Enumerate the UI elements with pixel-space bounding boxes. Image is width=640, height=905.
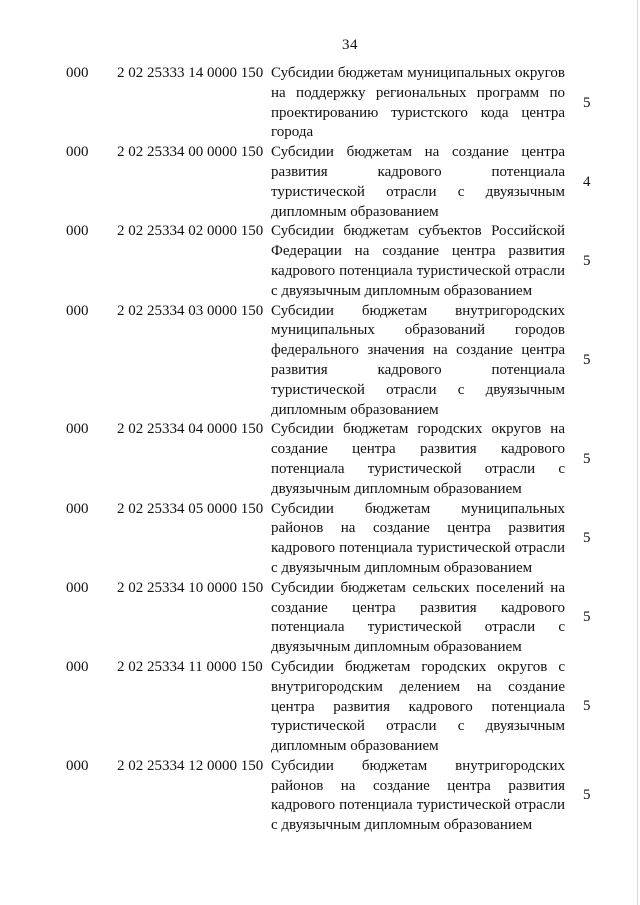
revenue-code: 2 02 25334 05 0000 150 — [117, 500, 264, 517]
table-row — [0, 302, 640, 421]
admin-code: 000 — [66, 223, 89, 240]
page-reference: 5 — [583, 451, 591, 468]
revenue-description: Субсидии бюджетам внутригородских районов на создание центра развития кадрового потенциала туристической отрасли с двуязычным дипломным образованием — [271, 757, 565, 834]
page-reference: 5 — [583, 787, 591, 804]
revenue-description: Субсидии бюджетам муниципальных округов на поддержку региональных программ по проектированию туристского кода центра города — [271, 65, 565, 141]
revenue-code: 2 02 25334 03 0000 150 — [117, 302, 264, 319]
page-reference: 5 — [583, 530, 591, 547]
revenue-description: Субсидии бюджетам на создание центра развития кадрового потенциала туристической отрасли с двуязычным дипломным образованием — [271, 144, 565, 220]
revenue-code: 2 02 25334 04 0000 150 — [117, 421, 264, 438]
scan-edge-line — [637, 0, 638, 905]
revenue-description: Субсидии бюджетам сельских поселений на создание центра развития кадрового потенциала туристической отрасли с двуязычным дипломным образованием — [271, 579, 565, 656]
page-reference: 5 — [583, 352, 591, 369]
page-number: 34 — [342, 37, 358, 53]
revenue-description: Субсидии бюджетам муниципальных районов на создание центра развития кадрового потенциала туристической отрасли с двуязычным дипломным образованием — [271, 500, 565, 576]
revenue-code: 2 02 25334 02 0000 150 — [117, 223, 264, 240]
table-row — [0, 143, 640, 222]
revenue-code: 2 02 25334 10 0000 150 — [117, 579, 264, 596]
table-row — [0, 579, 640, 658]
admin-code: 000 — [66, 302, 89, 319]
page-reference: 5 — [583, 698, 591, 715]
admin-code: 000 — [66, 65, 89, 81]
revenue-code: 2 02 25333 14 0000 150 — [117, 65, 264, 81]
page-reference: 5 — [583, 609, 591, 626]
revenue-code: 2 02 25334 12 0000 150 — [117, 757, 264, 774]
table-row — [0, 500, 640, 579]
table-row — [0, 757, 640, 836]
admin-code: 000 — [66, 658, 89, 675]
admin-code: 000 — [66, 579, 89, 596]
page-reference: 4 — [583, 173, 591, 190]
revenue-description: Субсидии бюджетам внутригородских муниципальных образований городов федерального значения на создание центра развития кадрового потенциала туристической отрасли с двуязычным дипломным образованием — [271, 302, 565, 418]
admin-code: 000 — [66, 500, 89, 517]
table-row — [0, 420, 640, 499]
revenue-code: 2 02 25334 00 0000 150 — [117, 144, 264, 161]
admin-code: 000 — [66, 421, 89, 438]
admin-code: 000 — [66, 144, 89, 161]
revenue-description: Субсидии бюджетам городских округов с внутригородским делением на создание центра развития кадрового потенциала туристической отрасли с двуязычным дипломным образованием — [271, 658, 565, 755]
table-row — [0, 658, 640, 757]
table-row — [0, 64, 640, 143]
admin-code: 000 — [66, 757, 89, 774]
page-reference: 5 — [583, 94, 591, 111]
revenue-description: Субсидии бюджетам субъектов Российской Федерации на создание центра развития кадрового потенциала туристической отрасли с двуязычным дипломным образованием — [271, 223, 565, 299]
table-row — [0, 222, 640, 301]
revenue-code-table — [0, 64, 640, 836]
page-reference: 5 — [583, 253, 591, 270]
revenue-description: Субсидии бюджетам городских округов на создание центра развития кадрового потенциала туристической отрасли с двуязычным дипломным образованием — [271, 421, 565, 497]
revenue-code: 2 02 25334 11 0000 150 — [117, 658, 263, 675]
